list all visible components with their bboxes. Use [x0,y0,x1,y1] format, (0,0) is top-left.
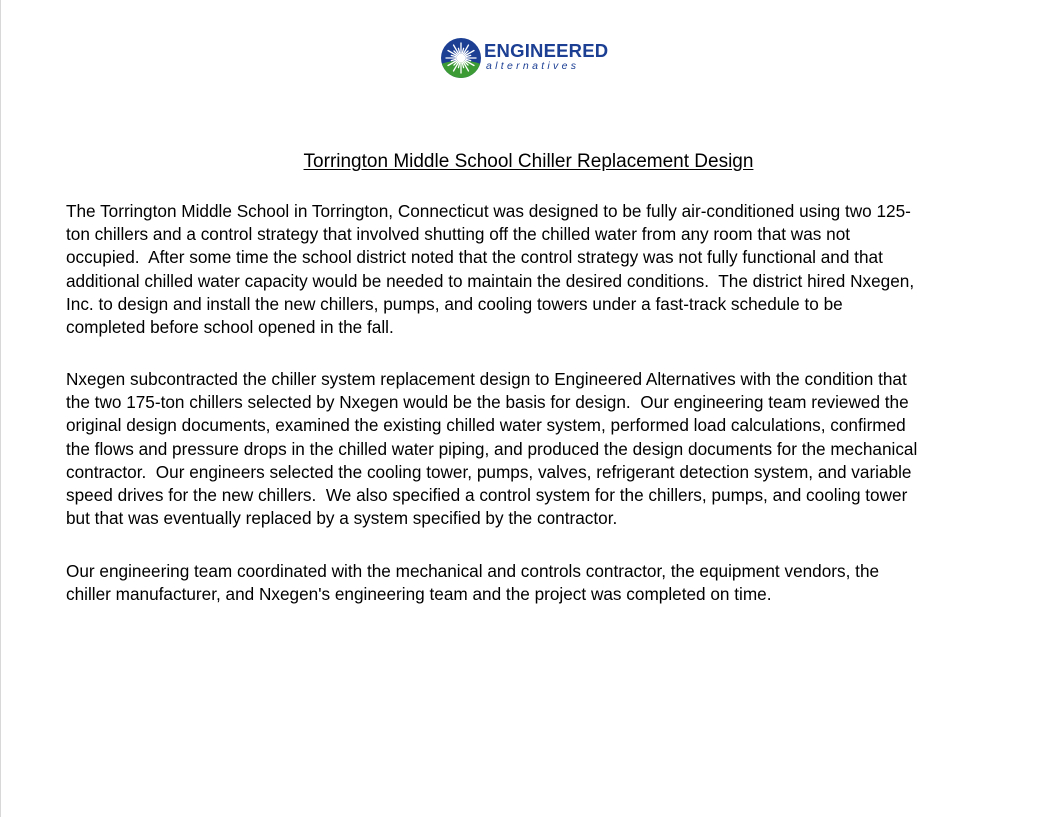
page-edge [0,0,1,817]
paragraph-line: Inc. to design and install the new chillers, pumps, and cooling towers under a fast-track schedule to be [66,293,843,314]
paragraph-line: the two 175-ton chillers selected by Nxegen would be the basis for design. Our engineering team reviewed the [66,392,909,413]
paragraph-1 [66,200,1006,339]
logo-tagline: alternatives [486,60,580,72]
company-logo [440,37,625,81]
paragraph-2 [66,368,1006,530]
paragraph-line: The Torrington Middle School in Torrington, Connecticut was designed to be fully air-conditioned using two 125- [66,201,911,221]
paragraph-line: ton chillers and a control strategy that involved shutting off the chilled water from any room that was not [66,224,851,245]
paragraph-line: Nxegen subcontracted the chiller system replacement design to Engineered Alternatives with the condition that [66,369,907,389]
paragraph-line: speed drives for the new chillers. We also specified a control system for the chillers, pumps, and cooling tower [66,485,908,506]
paragraph-line: occupied. After some time the school district noted that the control strategy was not fully functional and that [66,247,883,268]
paragraph-line: original design documents, examined the existing chilled water system, performed load calculations, confirmed [66,415,906,436]
page-title: Torrington Middle School Chiller Replacement Design [303,151,754,172]
paragraph-line: additional chilled water capacity would be needed to maintain the desired conditions. The district hired Nxegen, [66,270,915,291]
paragraph-line: but that was eventually replaced by a system specified by the contractor. [66,508,618,529]
starburst-globe-icon [440,37,482,79]
paragraph-3 [66,560,1006,606]
paragraph-line: Our engineering team coordinated with the mechanical and controls contractor, the equipment vendors, the [66,561,880,581]
logo-wordmark: ENGINEERED [484,40,609,61]
paragraph-line: completed before school opened in the fall. [66,317,394,338]
paragraph-line: contractor. Our engineers selected the cooling tower, pumps, valves, refrigerant detection system, and variable [66,461,912,482]
paragraph-line: the flows and pressure drops in the chilled water piping, and produced the design documents for the mechanical [66,438,918,459]
paragraph-line: chiller manufacturer, and Nxegen's engineering team and the project was completed on time. [66,584,772,605]
